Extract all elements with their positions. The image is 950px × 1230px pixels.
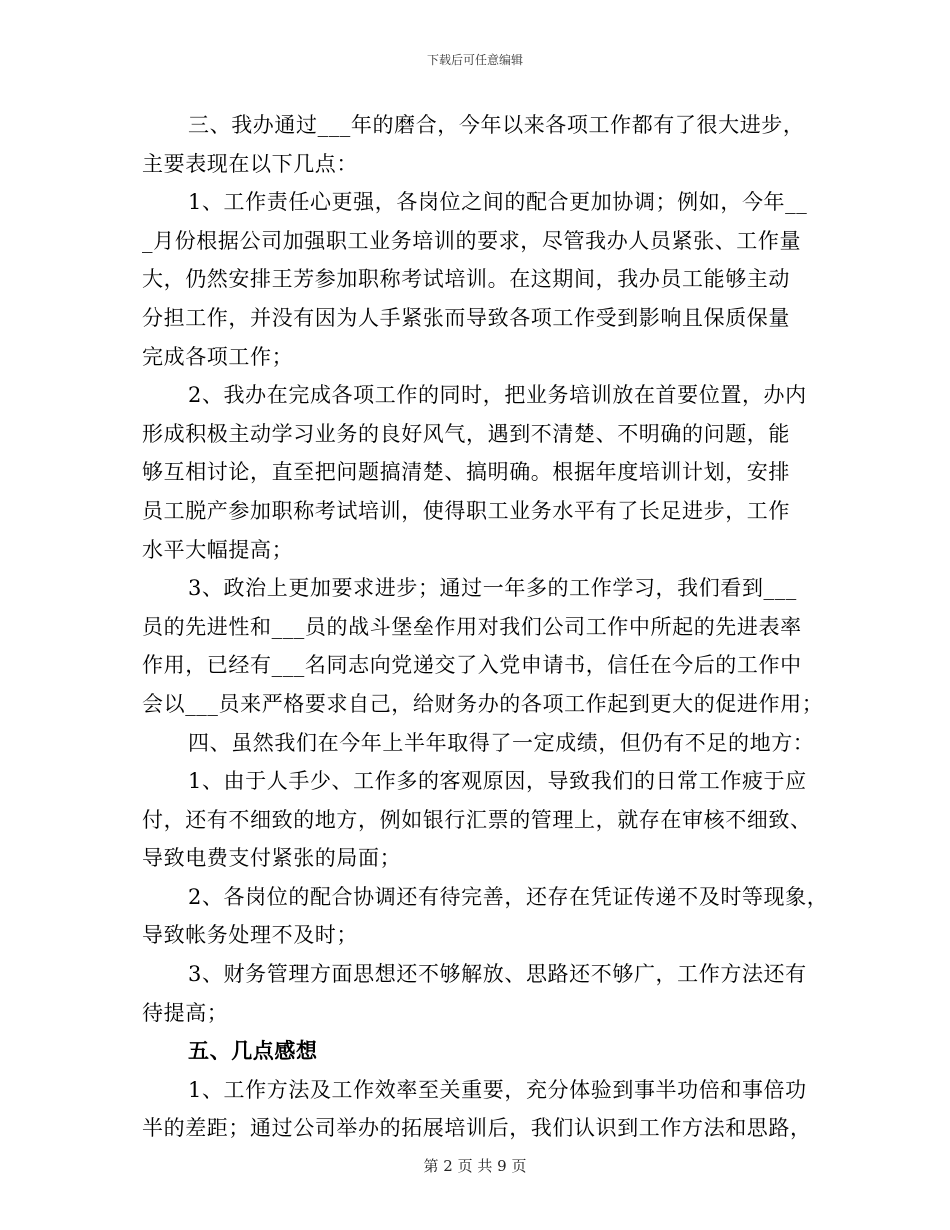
text-line: 三、我办通过___年的磨合，今年以来各项工作都有了很大进步，: [188, 113, 805, 137]
text-line: 完成各项工作；: [142, 344, 294, 369]
text-line: 待提高；: [142, 1000, 229, 1025]
text-line: 会以___员来严格要求自己，给财务办的各项工作起到更大的促进作用；: [142, 691, 824, 716]
text-line: 3、政治上更加要求进步；通过一年多的工作学习，我们看到___: [188, 576, 797, 601]
text-line: 1、工作方法及工作效率至关重要，充分体验到事半功倍和事倍功: [188, 1077, 807, 1102]
text-line: 作用，已经有___名同志向党递交了入党申请书，信任在今后的工作中: [142, 653, 802, 678]
section-heading: 五、几点感想: [188, 1038, 318, 1064]
text-line: 水平大幅提高；: [142, 537, 294, 562]
text-line: 大，仍然安排王芳参加职称考试培训。在这期间，我办员工能够主动: [142, 267, 790, 292]
text-line: 3、财务管理方面思想还不够解放、思路还不够广，工作方法还有: [188, 962, 807, 987]
text-line: 1、工作责任心更强，各岗位之间的配合更加协调；例如，今年__: [188, 190, 808, 215]
text-line: 导致帐务处理不及时；: [142, 923, 358, 948]
text-line: 1、由于人手少、工作多的客观原因，导致我们的日常工作疲于应: [188, 769, 807, 794]
text-line: 员工脱产参加职称考试培训，使得职工业务水平有了长足进步，工作: [142, 498, 790, 523]
text-line: 形成积极主动学习业务的良好风气，遇到不清楚、不明确的问题，能: [142, 421, 790, 446]
text-line: 分担工作，并没有因为人手紧张而导致各项工作受到影响且保质保量: [142, 305, 790, 330]
text-line: 主要表现在以下几点：: [142, 151, 358, 176]
text-line: 2、各岗位的配合协调还有待完善，还存在凭证传递不及时等现象，: [188, 884, 829, 909]
text-line: 导致电费支付紧张的局面；: [142, 846, 402, 871]
text-line: 半的差距；通过公司举办的拓展培训后，我们认识到工作方法和思路，: [142, 1116, 812, 1141]
page-header: 下载后可任意编辑: [426, 53, 523, 67]
page-number: 第 2 页 共 9 页: [423, 1157, 527, 1175]
text-line: _月份根据公司加强职工业务培训的要求，尽管我办人员紧张、工作量: [142, 228, 802, 253]
text-line: 2、我办在完成各项工作的同时，把业务培训放在首要位置，办内: [188, 383, 807, 408]
text-line: 员的先进性和___员的战斗堡垒作用对我们公司工作中所起的先进表率: [142, 614, 802, 639]
document-body: [142, 106, 832, 1148]
text-line: 付，还有不细致的地方，例如银行汇票的管理上，就存在审核不细致、: [142, 807, 812, 832]
text-line: 够互相讨论，直至把问题搞清楚、搞明确。根据年度培训计划，安排: [142, 460, 790, 485]
text-line: 四、虽然我们在今年上半年取得了一定成绩，但仍有不足的地方：: [188, 730, 815, 755]
